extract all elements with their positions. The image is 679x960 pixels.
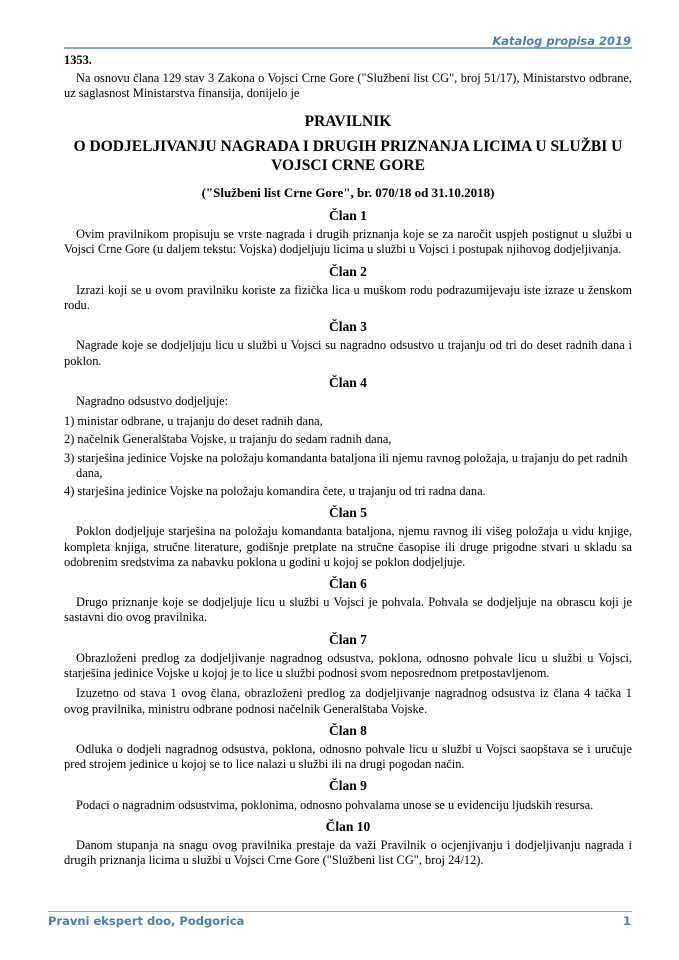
article-4-text: Nagradno odsustvo dodjeljuje: — [76, 394, 229, 409]
article-1-text: Ovim pravilnikom propisuju se vrste nagrada i drugih priznanja koje se za naročit uspjeh postignut u službi u Vojsci Crne Gore (u daljem tekstu: Vojska) dodjeljuju licima u službi u Vojsci i postupak njihovog dodjeljivanja. — [64, 227, 632, 257]
article-8-text: Odluka o dodjeli nagradnog odsustva, poklona, odnosno pohvale licu u službi u Vojsci saopštava se i uručuje pred strojem jedinice u kojoj se to lice nalazi u službi ili na drugi pogodan način. — [64, 741, 632, 772]
footer-publisher: Pravni ekspert doo, Podgorica — [48, 914, 245, 928]
document-subtitle: O DODJELJIVANJU NAGRADA I DRUGIH PRIZNANJA LICIMA U SLUŽBI U VOJSCI CRNE GORE — [73, 137, 623, 174]
gazette-reference: ("Službeni list Crne Gore", br. 070/18 od 31.10.2018) — [201, 184, 495, 200]
article-5-text: Poklon dodjeljuje starješina na položaju komandanta bataljona, njemu ravnog ili višeg položaja u vidu knjige, kompleta knjiga, stručne literature, godišnje pretplate na stručne časopise ili druge prigodne stvari u skladu sa odobrenim sredstvima za nabavku poklona u godini u kojoj se poklon dodjeljuje. — [64, 524, 632, 569]
header-rule — [64, 47, 632, 49]
page-number: 1 — [622, 914, 631, 928]
article-3-text: Nagrade koje se dodjeljuju licu u službi u Vojsci su nagradno odsustvo u trajanju od tri do deset radnih dana i poklon. — [64, 338, 632, 368]
list-item: 3) starješina jedinice Vojske na položaju komandanta bataljona ili njemu ravnog položaja, u trajanju do pet radnih dana, — [64, 450, 628, 480]
list-item: 2) načelnik Generalštaba Vojske, u trajanju do sedam radnih dana, — [64, 432, 392, 447]
catalog-header-title: Katalog propisa 2019 — [492, 34, 631, 48]
article-heading-10: Član 10 — [325, 818, 371, 834]
article-heading-6: Član 6 — [329, 576, 367, 592]
regulation-number: 1353. — [64, 53, 92, 67]
article-heading-5: Član 5 — [329, 505, 367, 521]
article-10-text: Danom stupanja na snagu ovog pravilnika prestaje da važi Pravilnik o ocjenjivanju i dodjeljivanju nagrada i drugih priznanja licima u službi u Vojsci Crne Gore ("Službeni list CG", broj 24/12). — [64, 837, 632, 868]
article-2-text: Izrazi koji se u ovom pravilniku koriste za fizička lica u muškom rodu podrazumijevaju iste izraze u ženskom rodu. — [64, 282, 632, 313]
footer-rule — [48, 911, 632, 912]
article-heading-3: Član 3 — [329, 319, 367, 335]
article-heading-1: Član 1 — [329, 208, 367, 224]
article-heading-4: Član 4 — [329, 374, 367, 390]
intro-paragraph: Na osnovu člana 129 stav 3 Zakona o Vojsci Crne Gore ("Službeni list CG", broj 51/17), Ministarstvo odbrane, uz saglasnost Ministarstva finansija, donijelo je — [64, 71, 632, 101]
document-title: PRAVILNIK — [304, 112, 392, 130]
article-heading-7: Član 7 — [329, 631, 367, 647]
article-heading-8: Član 8 — [329, 722, 367, 738]
article-9-text: Podaci o nagradnim odsustvima, poklonima, odnosno pohvalama unose se u evidenciju ljudskih resursa. — [76, 797, 594, 812]
article-heading-9: Član 9 — [329, 778, 367, 794]
article-7-text-2: Izuzetno od stava 1 ovog člana, obrazloženi predlog za dodjeljivanje nagradnog odsustva iz člana 4 tačka 1 ovog pravilnika, ministru odbrane podnosi načelnik Generalštaba Vojske. — [64, 686, 632, 716]
document-body — [64, 53, 632, 873]
article-7-text-1: Obrazloženi predlog za dodjeljivanje nagradnog odsustva, poklona, odnosno pohvale licu u službi u Vojsci, starješina jedinice Vojske u kojoj je to lice u službi podnosi svom neposrednom pretpostavljenom. — [64, 650, 632, 681]
list-item: 1) ministar odbrane, u trajanju do deset radnih dana, — [64, 414, 323, 429]
list-item: 4) starješina jedinice Vojske na položaju komandira čete, u trajanju od tri radna dana. — [64, 484, 486, 499]
article-6-text: Drugo priznanje koje se dodjeljuje licu u službi u Vojsci je pohvala. Pohvala se dodjeljuje na obrascu koji je sastavni dio ovog pravilnika. — [64, 595, 632, 625]
article-heading-2: Član 2 — [329, 263, 367, 279]
